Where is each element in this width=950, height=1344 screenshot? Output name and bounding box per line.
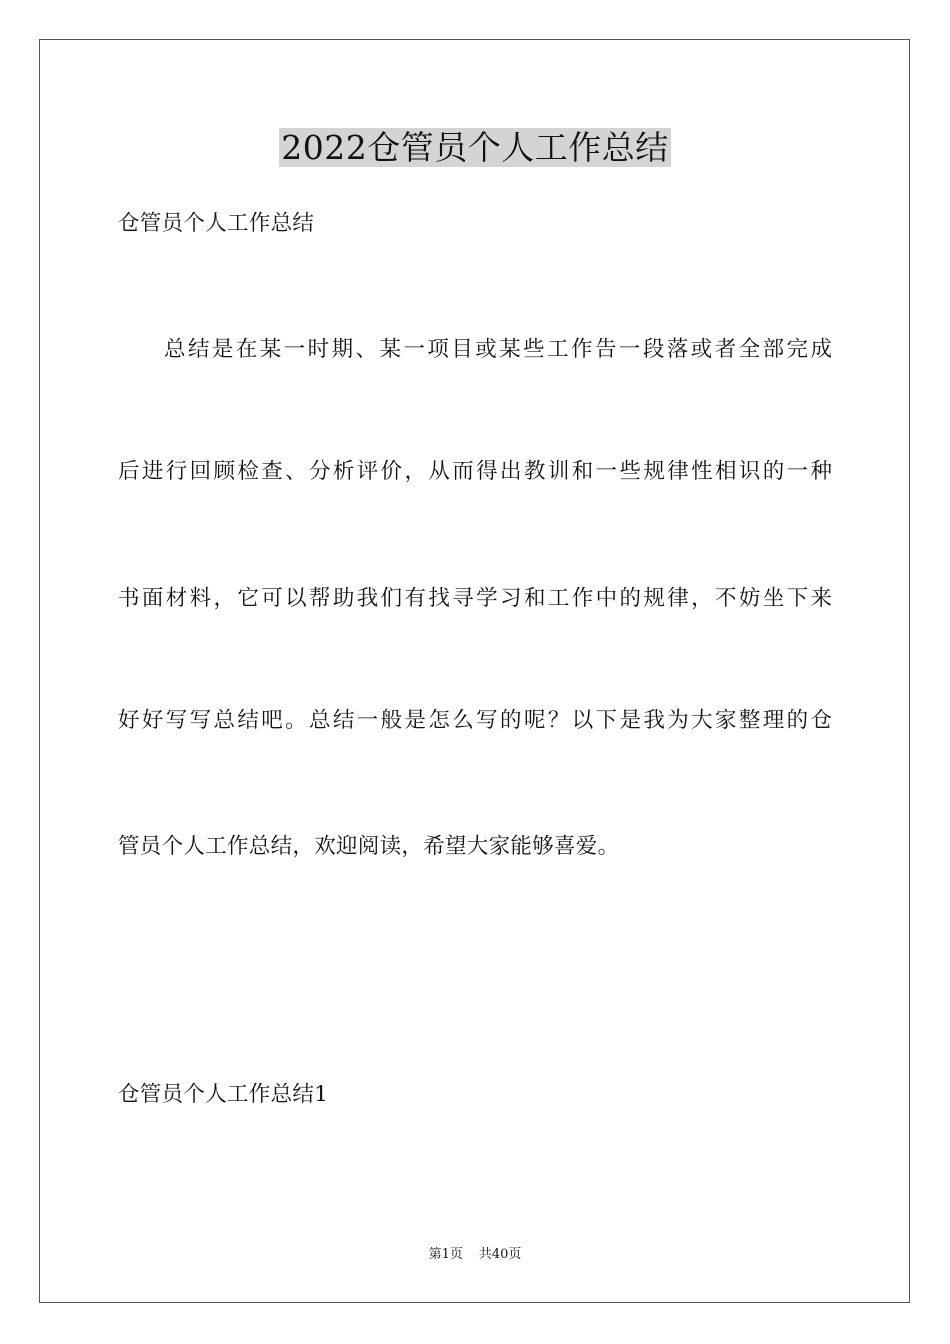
intro-line-2: 后进行回顾检查、分析评价，从而得出教训和一些规律性相识的一种	[118, 459, 832, 484]
page-total: 共40页	[478, 1247, 522, 1262]
document-title	[0, 126, 950, 170]
intro-line-4: 好好写写总结吧。总结一般是怎么写的呢？以下是我为大家整理的仓	[118, 708, 832, 733]
intro-line-5: 管员个人工作总结，欢迎阅读，希望大家能够喜爱。	[118, 834, 620, 859]
intro-line-1: 总结是在某一时期、某一项目或某些工作告一段落或者全部完成	[164, 337, 832, 362]
section-heading: 仓管员个人工作总结1	[118, 1082, 329, 1107]
page-number: 第1页	[428, 1247, 463, 1262]
document-title-text: 2022仓管员个人工作总结	[281, 128, 669, 167]
page-footer	[0, 1246, 950, 1264]
intro-line-3: 书面材料，它可以帮助我们有找寻学习和工作中的规律，不妨坐下来	[118, 586, 832, 611]
subtitle: 仓管员个人工作总结	[118, 211, 315, 236]
